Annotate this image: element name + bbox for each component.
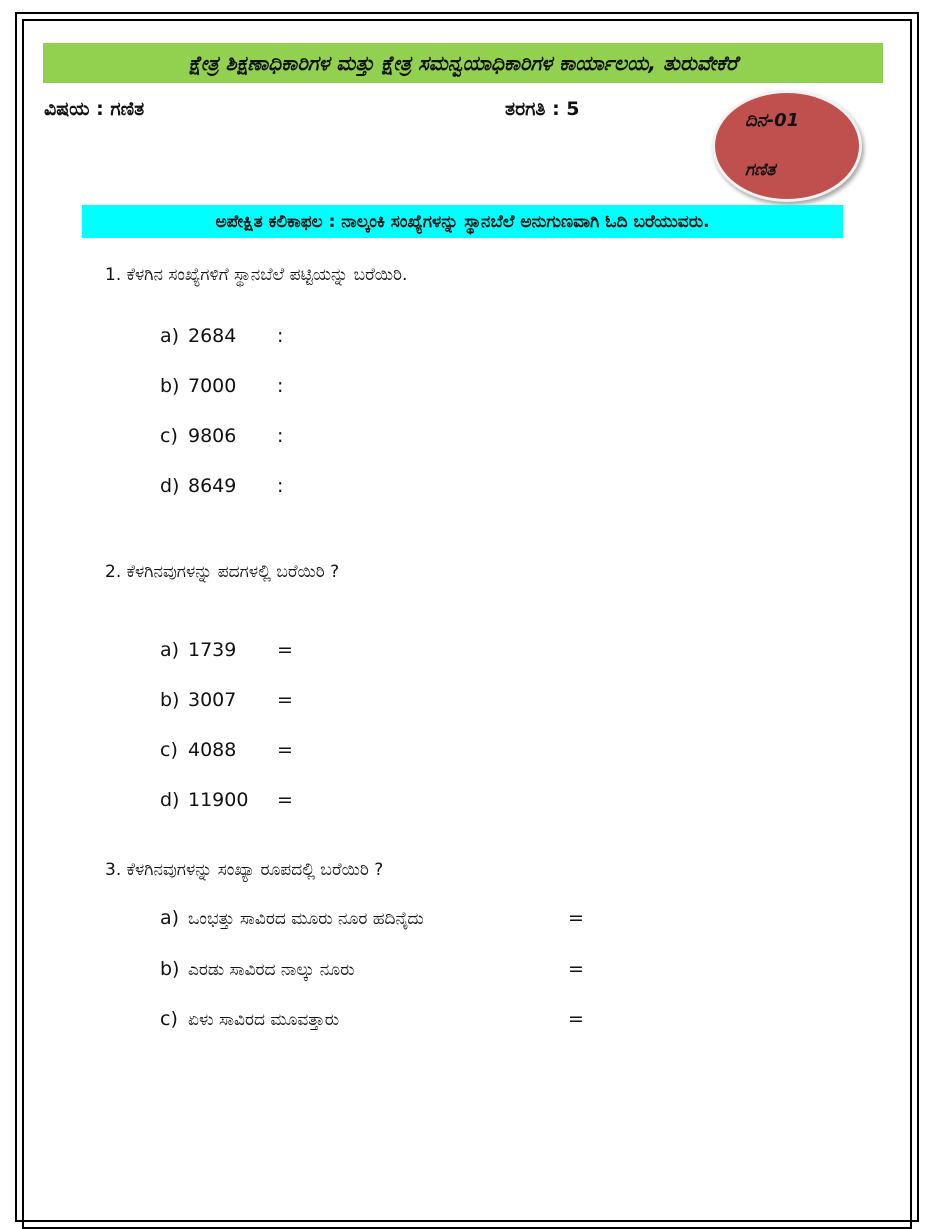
question-1-item-b	[160, 375, 236, 397]
item-value: ಒಂಭತ್ತು ಸಾವಿರದ ಮೂರು ನೂರ ಹದಿನೈದು	[188, 909, 424, 929]
item-value: 7000	[188, 375, 237, 397]
item-label: a)	[160, 639, 180, 661]
subject-label: ವಿಷಯ : ಗಣಿತ	[44, 98, 145, 120]
question-3-item-b	[160, 958, 355, 980]
item-value: 8649	[188, 475, 237, 497]
item-separator: =	[568, 907, 584, 929]
question-3-item-a	[160, 907, 424, 929]
item-label: a)	[160, 907, 180, 929]
question-2-item-d	[160, 789, 248, 811]
item-separator: :	[277, 325, 284, 347]
item-value: 9806	[188, 425, 237, 447]
question-1-item-d	[160, 475, 236, 497]
item-label: b)	[160, 958, 180, 980]
item-label: c)	[160, 739, 178, 761]
question-1-item-c	[160, 425, 236, 447]
day-badge	[712, 90, 862, 202]
item-separator: =	[568, 1008, 584, 1030]
item-label: d)	[160, 789, 180, 811]
badge-day-text: ದಿನ-01	[745, 110, 800, 131]
learning-outcome: ಅಪೇಕ್ಷಿತ ಕಲಿಕಾಫಲ : ನಾಲ್ಕಂಕಿ ಸಂಖ್ಯೆಗಳನ್ನು ಸ್ಥಾನಬೆಲೆ ಅನುಗುಣವಾಗಿ ಓದಿ ಬರೆಯುವರು.	[82, 205, 843, 238]
item-separator: =	[568, 958, 584, 980]
item-separator: =	[277, 639, 293, 661]
item-value: ಏಳು ಸಾವಿರದ ಮೂವತ್ತಾರು	[188, 1010, 340, 1030]
item-separator: =	[277, 739, 293, 761]
item-value: ಎರಡು ಸಾವಿರದ ನಾಲ್ಕು ನೂರು	[188, 960, 355, 980]
item-value: 4088	[188, 739, 237, 761]
question-2-item-b	[160, 689, 236, 711]
item-label: b)	[160, 689, 180, 711]
badge-subject-text: ಗಣಿತ	[745, 160, 776, 180]
item-value: 2684	[188, 325, 237, 347]
item-value: 1739	[188, 639, 237, 661]
question-3-item-c	[160, 1008, 339, 1030]
question-2: 2. ಕೆಳಗಿನವುಗಳನ್ನು ಪದಗಳಲ್ಲಿ ಬರೆಯಿರಿ ?	[105, 562, 340, 582]
item-separator: :	[277, 375, 284, 397]
item-label: a)	[160, 325, 180, 347]
office-banner: ಕ್ಷೇತ್ರ ಶಿಕ್ಷಣಾಧಿಕಾರಿಗಳ ಮತ್ತು ಕ್ಷೇತ್ರ ಸಮನ್ವಯಾಧಿಕಾರಿಗಳ ಕಾರ್ಯಾಲಯ, ತುರುವೇಕೆರೆ	[43, 43, 883, 83]
item-label: d)	[160, 475, 180, 497]
question-2-item-c	[160, 739, 236, 761]
item-label: c)	[160, 425, 178, 447]
question-1-item-a	[160, 325, 236, 347]
item-label: c)	[160, 1008, 178, 1030]
question-2-item-a	[160, 639, 236, 661]
item-separator: :	[277, 475, 284, 497]
question-3: 3. ಕೆಳಗಿನವುಗಳನ್ನು ಸಂಖ್ಯಾ ರೂಪದಲ್ಲಿ ಬರೆಯಿರಿ ?	[105, 860, 384, 880]
item-label: b)	[160, 375, 180, 397]
item-separator: :	[277, 425, 284, 447]
item-value: 11900	[188, 789, 249, 811]
grade-label: ತರಗತಿ : 5	[505, 98, 580, 120]
item-separator: =	[277, 789, 293, 811]
item-value: 3007	[188, 689, 237, 711]
question-1: 1. ಕೆಳಗಿನ ಸಂಖ್ಯೆಗಳಿಗೆ ಸ್ಥಾನಬೆಲೆ ಪಟ್ಟಿಯನ್ನು ಬರೆಯಿರಿ.	[105, 265, 408, 285]
item-separator: =	[277, 689, 293, 711]
